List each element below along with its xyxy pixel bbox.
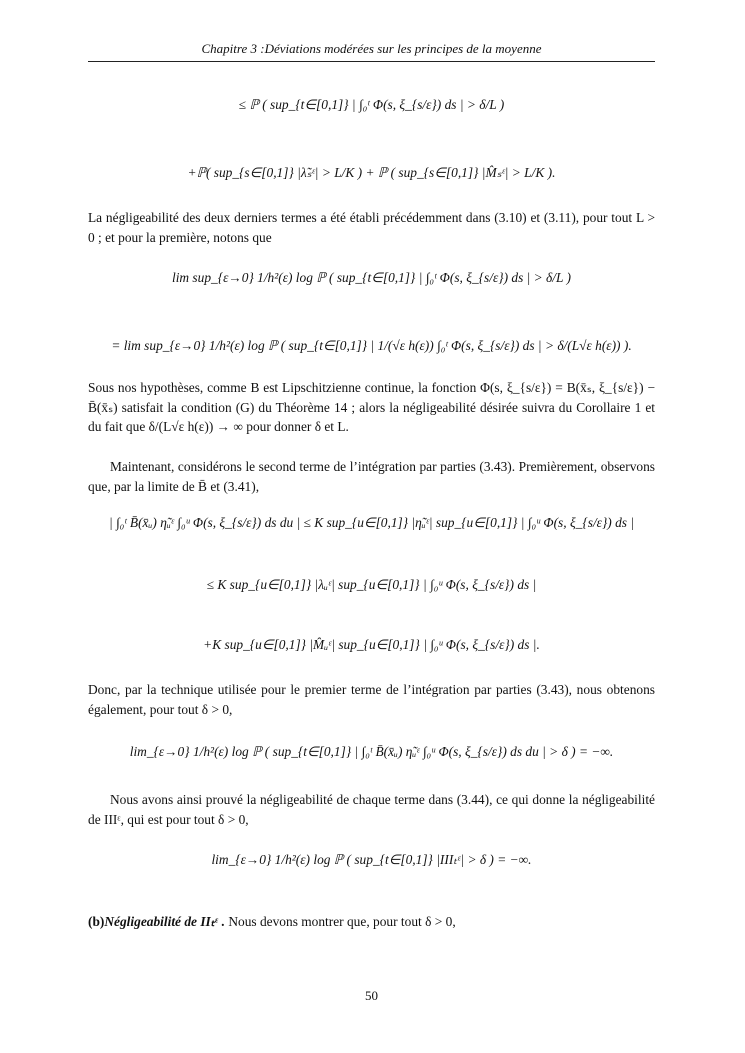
equation-3: lim sup_{ε→0} 1/h²(ε) log ℙ ( sup_{t∈[0,1]} | ∫₀ᵗ Φ(s, ξ_{s/ε}) ds | > δ/L ): [171, 270, 572, 285]
section-b-title: Négligeabilité de IIₜᵋ .: [104, 914, 225, 929]
equation-1: ≤ ℙ ( sup_{t∈[0,1]} | ∫₀ᵗ Φ(s, ξ_{s/ε}) ds | > δ/L ): [238, 97, 505, 112]
section-b: [88, 912, 655, 932]
equation-7: +K sup_{u∈[0,1]} |M̂ᵤᵋ| sup_{u∈[0,1]} | ∫₀ᵘ Φ(s, ξ_{s/ε}) ds |.: [203, 637, 540, 652]
equation-8: lim_{ε→0} 1/h²(ε) log ℙ ( sup_{t∈[0,1]} | ∫₀ᵗ B̄(x̄ᵤ) η̃ᵤᵋ ∫₀ᵘ Φ(s, ξ_{s/ε}) ds du | > δ ) = −∞.: [129, 744, 614, 759]
header-rule: [88, 61, 655, 62]
running-header: Chapitre 3 :Déviations modérées sur les principes de la moyenne: [201, 41, 542, 56]
equation-6: ≤ K sup_{u∈[0,1]} |λᵤᵋ| sup_{u∈[0,1]} | ∫₀ᵘ Φ(s, ξ_{s/ε}) ds |: [206, 577, 537, 592]
paragraph-4: Donc, par la technique utilisée pour le premier terme de l’intégration par parties (3.43), nous obtenons également, pour tout δ > 0,: [88, 682, 655, 717]
section-b-text: Nous devons montrer que, pour tout δ > 0,: [228, 914, 456, 929]
page-number: 50: [365, 988, 378, 1003]
equation-9: lim_{ε→0} 1/h²(ε) log ℙ ( sup_{t∈[0,1]} |IIIₜᵋ| > δ ) = −∞.: [211, 852, 532, 867]
paragraph-5: Nous avons ainsi prouvé la négligeabilité de chaque terme dans (3.44), ce qui donne la négligeabilité de IIIᵋ, qui est pour tout δ > 0,: [88, 792, 655, 827]
paragraph-3: Maintenant, considérons le second terme de l’intégration par parties (3.43). Premièrement, observons que, par la limite de B̄ et (3.41),: [88, 459, 655, 494]
equation-4: = lim sup_{ε→0} 1/h²(ε) log ℙ ( sup_{t∈[0,1]} | 1/(√ε h(ε)) ∫₀ᵗ Φ(s, ξ_{s/ε}) ds | > δ/(L√ε h(ε)) ).: [111, 338, 632, 353]
paragraph-1: La négligeabilité des deux derniers termes a été établi précédemment dans (3.10) et (3.11), pour tout L > 0 ; et pour la première, notons que: [88, 210, 655, 245]
paragraph-2: Sous nos hypothèses, comme B est Lipschitzienne continue, la fonction Φ(s, ξ_{s/ε}) = B(x̄ₛ, ξ_{s/ε}) − B̄(x̄ₛ) satisfait la condition (G) du Théorème 14 ; alors la négligeabilité désirée suivra du Corollaire 1 et du fait que δ/(L√ε h(ε)) → ∞ pour donner δ et L.: [88, 380, 655, 435]
equation-2: +ℙ( sup_{s∈[0,1]} |λ̃ₛᵋ| > L/K ) + ℙ ( sup_{s∈[0,1]} |M̂ₛᵋ| > L/K ).: [187, 165, 556, 180]
section-b-label: (b): [88, 914, 105, 929]
equation-5: | ∫₀ᵗ B̄(x̄ᵤ) η̃ᵤᵋ ∫₀ᵘ Φ(s, ξ_{s/ε}) ds du | ≤ K sup_{u∈[0,1]} |η̃ᵤᵋ| sup_{u∈[0,1]} | ∫₀ᵘ Φ(s, ξ_{s/ε}) ds |: [108, 515, 635, 530]
